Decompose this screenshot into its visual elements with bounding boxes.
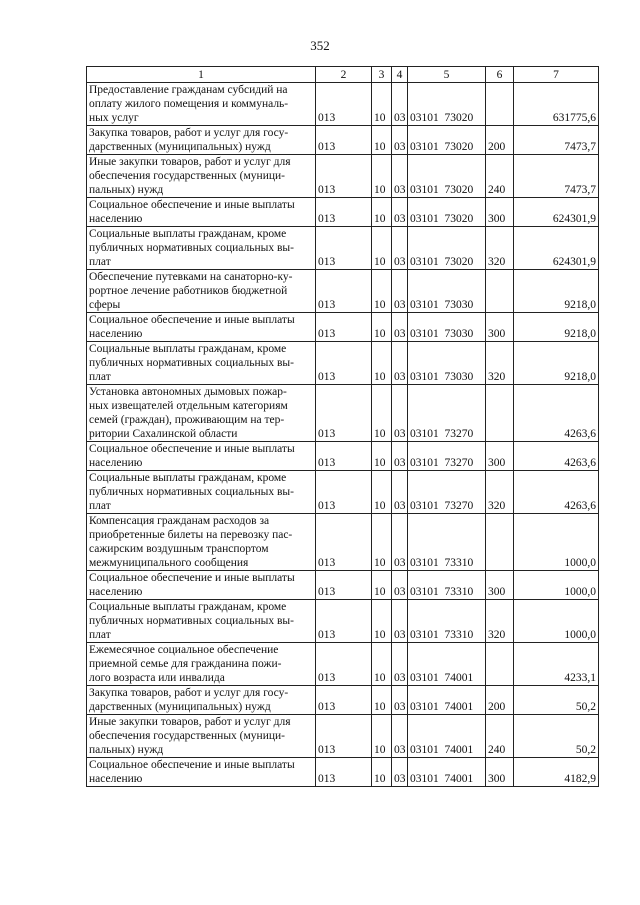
table-row [87, 758, 599, 787]
cell-subsection: 03 [392, 126, 408, 155]
cell-subsection: 03 [392, 385, 408, 442]
cell-csr: 03101 73020 [408, 155, 486, 198]
cell-ministry: 013 [316, 270, 372, 313]
cell-section: 10 [372, 385, 392, 442]
cell-name: Социальные выплаты гражданам, кроме публичных нормативных социальных вы- плат [87, 342, 316, 385]
cell-name: Социальные выплаты гражданам, кроме публичных нормативных социальных вы- плат [87, 471, 316, 514]
cell-amount: 9218,0 [514, 313, 599, 342]
cell-ministry: 013 [316, 385, 372, 442]
cell-csr: 03101 73310 [408, 514, 486, 571]
table-row [87, 571, 599, 600]
cell-csr: 03101 73310 [408, 600, 486, 643]
cell-ministry: 013 [316, 126, 372, 155]
cell-name: Предоставление гражданам субсидий на оплату жилого помещения и коммуналь- ных услуг [87, 83, 316, 126]
cell-subsection: 03 [392, 643, 408, 686]
table-row [87, 198, 599, 227]
cell-section: 10 [372, 198, 392, 227]
cell-subsection: 03 [392, 198, 408, 227]
cell-ministry: 013 [316, 600, 372, 643]
table-row [87, 155, 599, 198]
cell-subsection: 03 [392, 686, 408, 715]
cell-amount: 1000,0 [514, 514, 599, 571]
cell-section: 10 [372, 270, 392, 313]
cell-ministry: 013 [316, 514, 372, 571]
cell-subsection: 03 [392, 715, 408, 758]
cell-ministry: 013 [316, 758, 372, 787]
cell-vr: 200 [486, 686, 514, 715]
cell-vr: 320 [486, 227, 514, 270]
cell-amount: 50,2 [514, 715, 599, 758]
table-row [87, 643, 599, 686]
cell-ministry: 013 [316, 715, 372, 758]
cell-csr: 03101 74001 [408, 715, 486, 758]
cell-vr: 300 [486, 571, 514, 600]
cell-amount: 4233,1 [514, 643, 599, 686]
table-row [87, 686, 599, 715]
cell-ministry: 013 [316, 83, 372, 126]
cell-name: Социальное обеспечение и иные выплаты населению [87, 198, 316, 227]
cell-section: 10 [372, 342, 392, 385]
table-row [87, 600, 599, 643]
cell-section: 10 [372, 715, 392, 758]
page-number: 352 [310, 38, 330, 53]
cell-csr: 03101 73020 [408, 198, 486, 227]
table-row [87, 471, 599, 514]
cell-amount: 7473,7 [514, 155, 599, 198]
cell-subsection: 03 [392, 270, 408, 313]
cell-section: 10 [372, 442, 392, 471]
cell-amount: 4263,6 [514, 385, 599, 442]
cell-vr: 320 [486, 342, 514, 385]
cell-csr: 03101 73270 [408, 442, 486, 471]
table-row [87, 313, 599, 342]
cell-name: Социальное обеспечение и иные выплаты населению [87, 758, 316, 787]
cell-vr: 300 [486, 758, 514, 787]
cell-csr: 03101 73030 [408, 313, 486, 342]
cell-section: 10 [372, 600, 392, 643]
cell-subsection: 03 [392, 471, 408, 514]
cell-subsection: 03 [392, 83, 408, 126]
cell-ministry: 013 [316, 643, 372, 686]
cell-section: 10 [372, 83, 392, 126]
cell-vr [486, 270, 514, 313]
cell-name: Закупка товаров, работ и услуг для госу- дарственных (муниципальных) нужд [87, 686, 316, 715]
cell-name: Закупка товаров, работ и услуг для госу- дарственных (муниципальных) нужд [87, 126, 316, 155]
cell-ministry: 013 [316, 571, 372, 600]
cell-csr: 03101 73270 [408, 385, 486, 442]
cell-csr: 03101 73030 [408, 270, 486, 313]
table-row [87, 227, 599, 270]
cell-vr [486, 514, 514, 571]
table-row [87, 342, 599, 385]
table-row [87, 385, 599, 442]
cell-vr: 300 [486, 442, 514, 471]
cell-amount: 624301,9 [514, 198, 599, 227]
cell-name: Социальное обеспечение и иные выплаты населению [87, 313, 316, 342]
cell-section: 10 [372, 155, 392, 198]
cell-amount: 9218,0 [514, 342, 599, 385]
cell-section: 10 [372, 313, 392, 342]
cell-section: 10 [372, 227, 392, 270]
column-header-6: 6 [486, 67, 514, 83]
cell-name: Компенсация гражданам расходов за приобретенные билеты на перевозку пас- сажирским воздушным транспортом межмуниципального сообщения [87, 514, 316, 571]
cell-csr: 03101 74001 [408, 758, 486, 787]
cell-name: Социальные выплаты гражданам, кроме публичных нормативных социальных вы- плат [87, 227, 316, 270]
cell-amount: 4263,6 [514, 471, 599, 514]
cell-vr [486, 83, 514, 126]
table-row [87, 270, 599, 313]
cell-section: 10 [372, 758, 392, 787]
column-header-4: 4 [392, 67, 408, 83]
column-header-3: 3 [372, 67, 392, 83]
cell-amount: 7473,7 [514, 126, 599, 155]
cell-amount: 50,2 [514, 686, 599, 715]
header-row [87, 67, 599, 83]
cell-vr [486, 643, 514, 686]
cell-amount: 1000,0 [514, 600, 599, 643]
cell-csr: 03101 74001 [408, 643, 486, 686]
cell-amount: 624301,9 [514, 227, 599, 270]
column-header-7: 7 [514, 67, 599, 83]
cell-subsection: 03 [392, 227, 408, 270]
cell-csr: 03101 73020 [408, 83, 486, 126]
cell-name: Социальные выплаты гражданам, кроме публичных нормативных социальных вы- плат [87, 600, 316, 643]
cell-subsection: 03 [392, 514, 408, 571]
cell-vr: 300 [486, 198, 514, 227]
cell-name: Обеспечение путевками на санаторно-ку- рортное лечение работников бюджетной сферы [87, 270, 316, 313]
cell-subsection: 03 [392, 442, 408, 471]
cell-csr: 03101 73020 [408, 227, 486, 270]
cell-name: Ежемесячное социальное обеспечение приемной семье для гражданина пожи- лого возраста или инвалида [87, 643, 316, 686]
cell-section: 10 [372, 686, 392, 715]
cell-amount: 1000,0 [514, 571, 599, 600]
column-header-1: 1 [87, 67, 316, 83]
cell-ministry: 013 [316, 227, 372, 270]
cell-subsection: 03 [392, 313, 408, 342]
cell-csr: 03101 73310 [408, 571, 486, 600]
cell-subsection: 03 [392, 571, 408, 600]
cell-subsection: 03 [392, 342, 408, 385]
cell-subsection: 03 [392, 155, 408, 198]
cell-vr: 200 [486, 126, 514, 155]
cell-vr: 320 [486, 600, 514, 643]
budget-table [86, 66, 599, 787]
cell-section: 10 [372, 643, 392, 686]
cell-ministry: 013 [316, 155, 372, 198]
cell-ministry: 013 [316, 198, 372, 227]
table-row [87, 442, 599, 471]
cell-csr: 03101 73020 [408, 126, 486, 155]
cell-section: 10 [372, 571, 392, 600]
cell-section: 10 [372, 471, 392, 514]
cell-ministry: 013 [316, 471, 372, 514]
cell-vr: 320 [486, 471, 514, 514]
column-header-5: 5 [408, 67, 486, 83]
cell-name: Иные закупки товаров, работ и услуг для обеспечения государственных (муници- пальных) нужд [87, 715, 316, 758]
cell-section: 10 [372, 126, 392, 155]
table-row [87, 83, 599, 126]
cell-subsection: 03 [392, 600, 408, 643]
cell-ministry: 013 [316, 313, 372, 342]
cell-csr: 03101 74001 [408, 686, 486, 715]
cell-amount: 9218,0 [514, 270, 599, 313]
cell-subsection: 03 [392, 758, 408, 787]
cell-amount: 4263,6 [514, 442, 599, 471]
cell-name: Установка автономных дымовых пожар- ных извещателей отдельным категориям семей (граждан), проживающим на тер- ритории Сахалинской области [87, 385, 316, 442]
table-row [87, 715, 599, 758]
cell-name: Социальное обеспечение и иные выплаты населению [87, 571, 316, 600]
cell-vr: 300 [486, 313, 514, 342]
cell-amount: 4182,9 [514, 758, 599, 787]
cell-section: 10 [372, 514, 392, 571]
table-body [87, 83, 599, 787]
cell-ministry: 013 [316, 686, 372, 715]
table-row [87, 126, 599, 155]
table-header [87, 67, 599, 83]
cell-vr: 240 [486, 155, 514, 198]
cell-vr [486, 385, 514, 442]
cell-vr: 240 [486, 715, 514, 758]
cell-name: Иные закупки товаров, работ и услуг для обеспечения государственных (муници- пальных) нужд [87, 155, 316, 198]
cell-amount: 631775,6 [514, 83, 599, 126]
cell-ministry: 013 [316, 342, 372, 385]
cell-csr: 03101 73030 [408, 342, 486, 385]
column-header-2: 2 [316, 67, 372, 83]
cell-csr: 03101 73270 [408, 471, 486, 514]
cell-ministry: 013 [316, 442, 372, 471]
table-row [87, 514, 599, 571]
cell-name: Социальное обеспечение и иные выплаты населению [87, 442, 316, 471]
